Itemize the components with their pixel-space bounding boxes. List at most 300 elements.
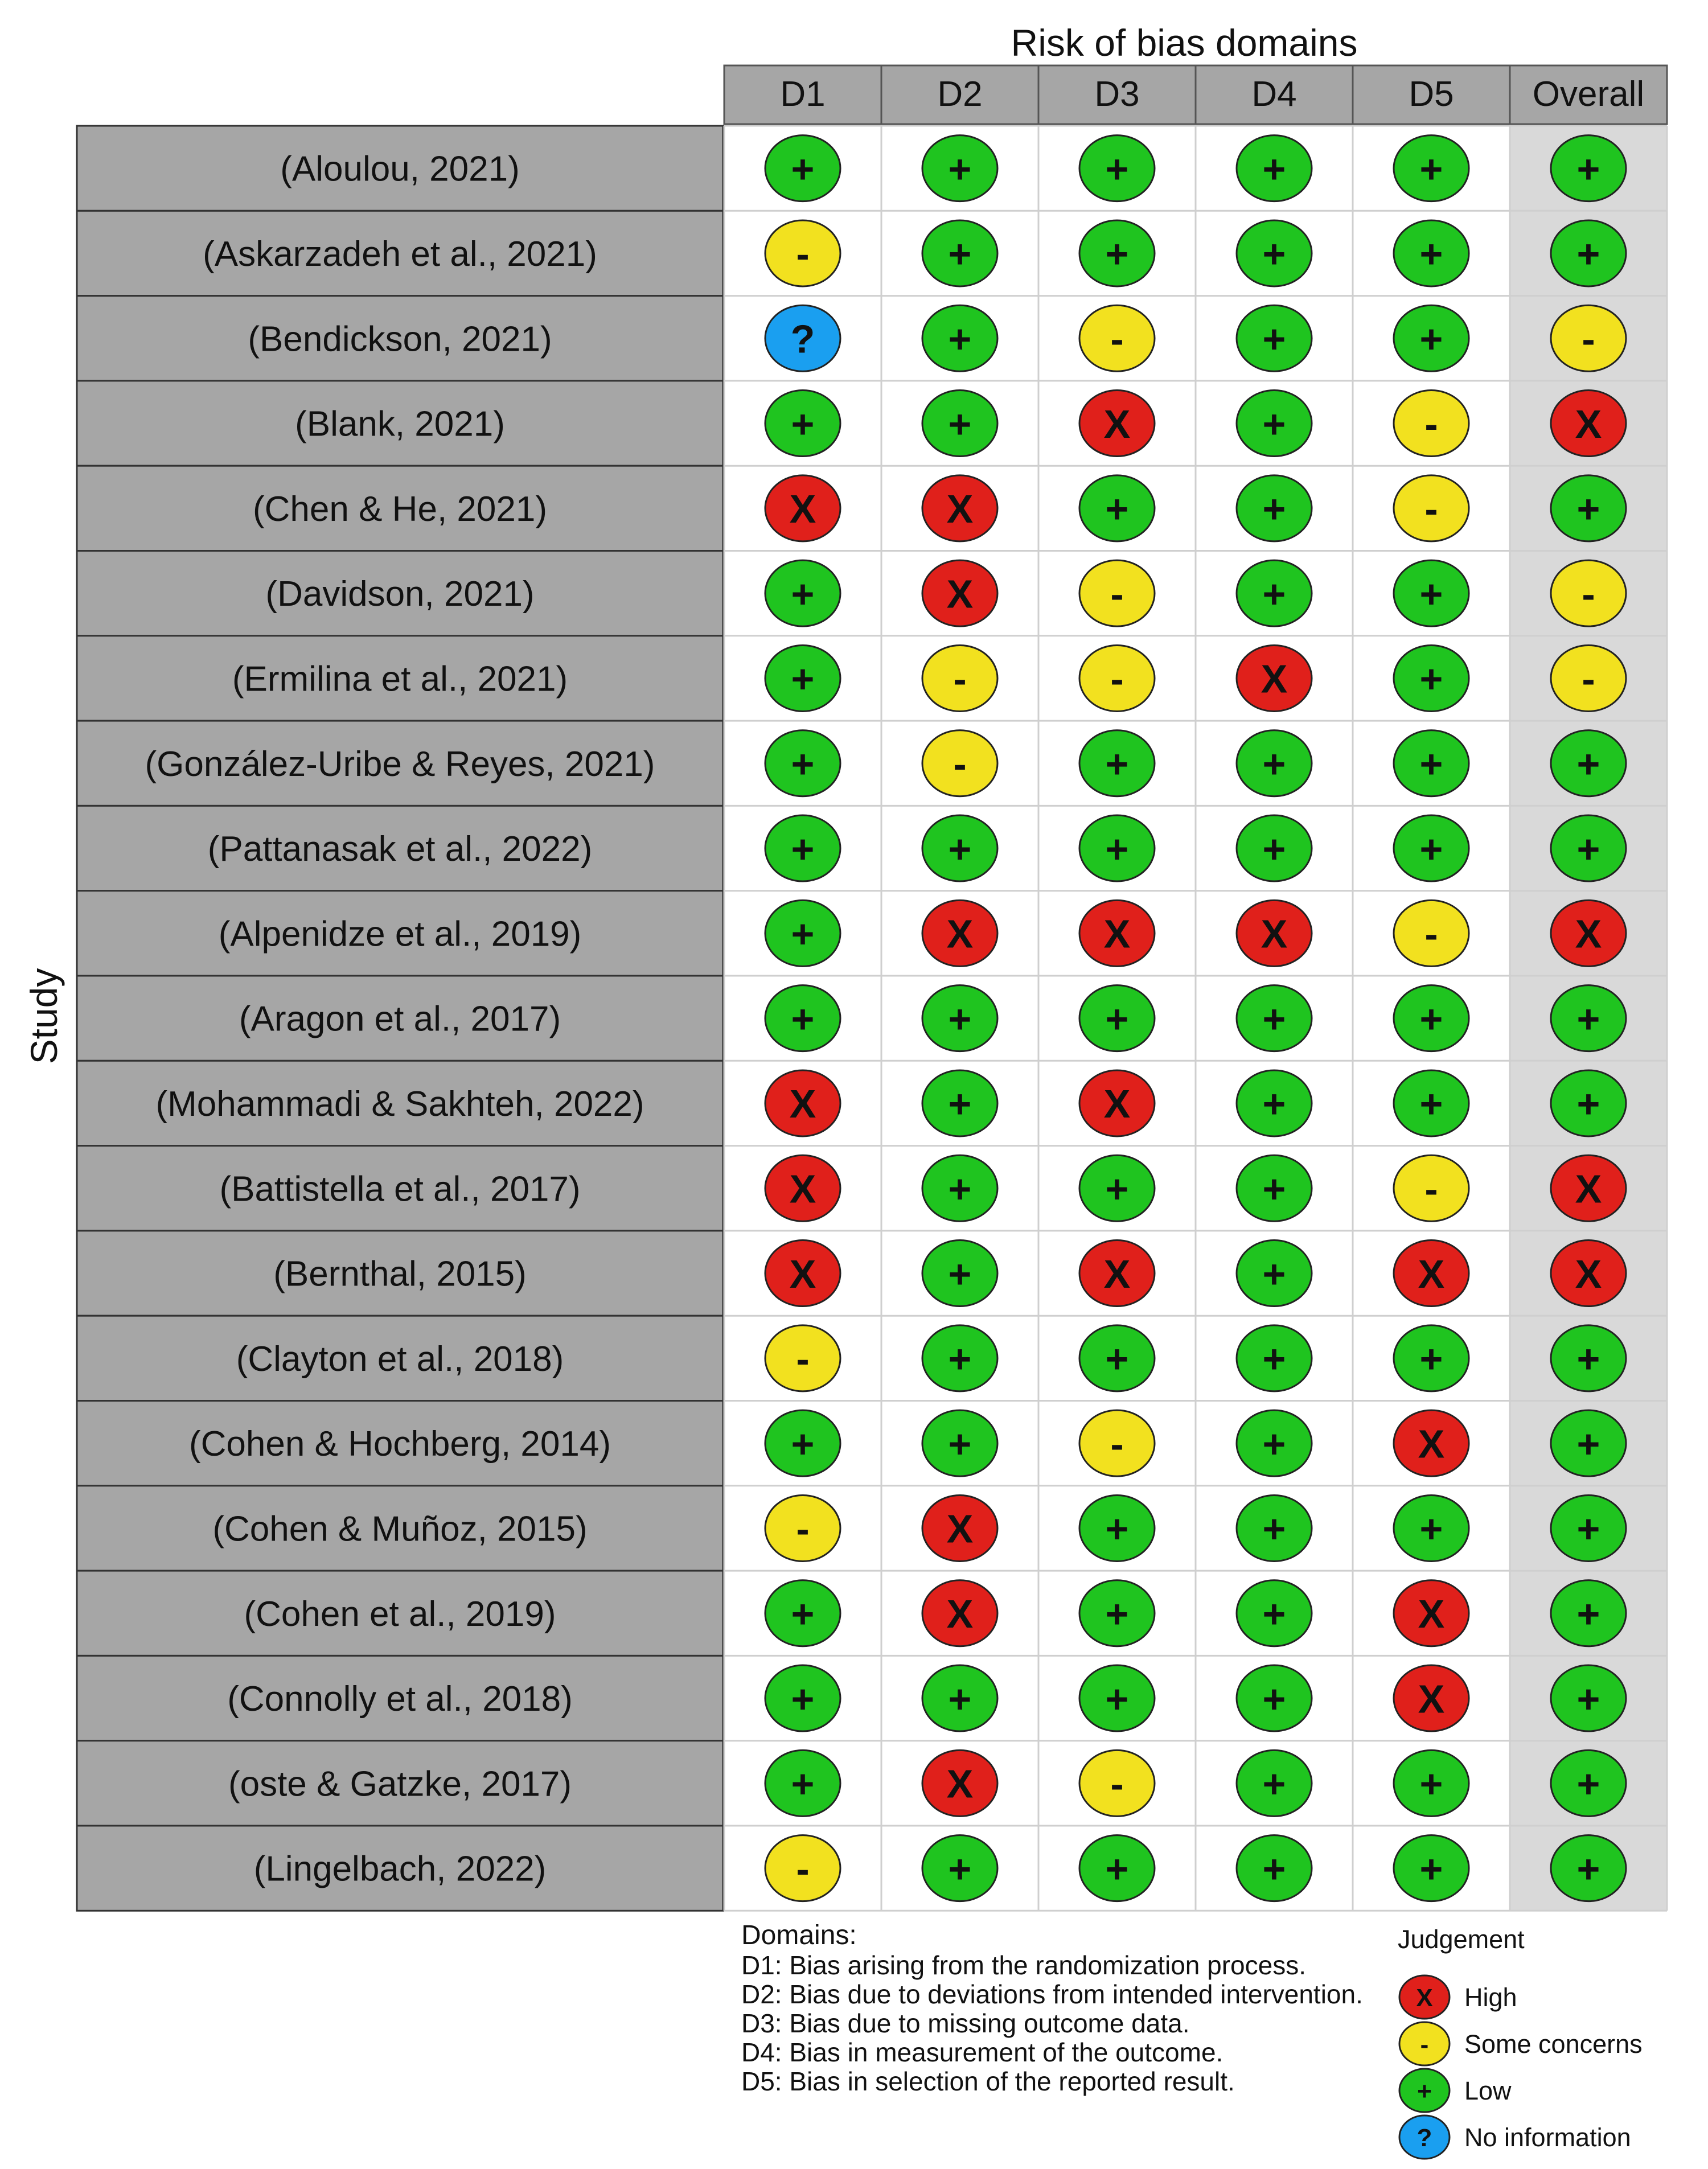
- domain-header-label: Overall: [1532, 75, 1645, 114]
- svg-text:+: +: [948, 146, 972, 191]
- judgement-cell-x-icon: [922, 1495, 997, 1561]
- judgement-cell-plus-icon: [1551, 1665, 1626, 1731]
- domains-legend-title: Domains:: [741, 1920, 857, 1950]
- judgement-cell-plus-icon: [1394, 135, 1469, 202]
- svg-text:+: +: [1105, 996, 1129, 1041]
- judgement-cell-plus-icon: [1237, 1750, 1312, 1816]
- judgement-cell-plus-icon: [1551, 1835, 1626, 1901]
- svg-text:-: -: [1110, 572, 1124, 617]
- study-row-alpenidze-et-al-2019: [77, 891, 723, 976]
- judgement-cell-x-icon: [1237, 900, 1312, 966]
- svg-text:+: +: [948, 1422, 972, 1466]
- svg-text:X: X: [1418, 1422, 1445, 1466]
- study-row-aloulou-2021: [77, 126, 723, 211]
- study-label: (Askarzadeh et al., 2021): [203, 234, 597, 274]
- study-row-davidson-2021: [77, 551, 723, 636]
- judgement-cell-x-icon: [1079, 1240, 1155, 1307]
- judgement-cell-plus-icon: [765, 985, 840, 1051]
- judgement-cell-plus-icon: [922, 1155, 997, 1221]
- study-label: (González-Uribe & Reyes, 2021): [145, 744, 655, 784]
- svg-text:+: +: [791, 741, 815, 786]
- judgement-cell-plus-icon: [1079, 475, 1155, 541]
- judgement-cell-minus-icon: [1551, 305, 1626, 371]
- study-row-cohen-et-al-2019: [77, 1571, 723, 1655]
- svg-text:X: X: [1416, 1983, 1433, 2012]
- judgement-cell-plus-icon: [922, 220, 997, 286]
- judgement-cell-minus-icon: [765, 1325, 840, 1391]
- study-label: (Cohen et al., 2019): [244, 1594, 556, 1634]
- legend-x-icon: [1399, 1975, 1450, 2019]
- judgement-cell-plus-icon: [765, 645, 840, 711]
- judgement-cell-minus-icon: [1079, 645, 1155, 711]
- study-label: (oste & Gatzke, 2017): [228, 1764, 572, 1804]
- domain-header-d5: [1353, 65, 1510, 124]
- judgement-cell-x-icon: [1079, 900, 1155, 966]
- study-row-gonzalez-uribe-reyes-2021: [77, 721, 723, 806]
- svg-text:+: +: [1262, 1166, 1286, 1211]
- judgement-cell-minus-icon: [765, 1835, 840, 1901]
- judgement-cell-plus-icon: [1394, 305, 1469, 371]
- judgement-cell-plus-icon: [1551, 1070, 1626, 1136]
- svg-text:X: X: [1575, 1251, 1602, 1296]
- svg-text:+: +: [948, 232, 972, 277]
- judgement-cell-question-icon: [765, 305, 840, 371]
- judgement-cell-x-icon: [1551, 900, 1626, 966]
- svg-text:+: +: [1262, 487, 1286, 532]
- judgement-cell-plus-icon: [765, 391, 840, 457]
- svg-text:+: +: [1262, 1761, 1286, 1806]
- judgement-cell-plus-icon: [765, 135, 840, 202]
- svg-text:+: +: [1576, 1337, 1600, 1382]
- study-label: (Ermilina et al., 2021): [232, 659, 568, 699]
- svg-text:+: +: [1105, 741, 1129, 786]
- study-row-bernthal-2015: [77, 1231, 723, 1316]
- svg-text:X: X: [1103, 401, 1131, 446]
- judgement-cell-plus-icon: [922, 305, 997, 371]
- judgement-cell-plus-icon: [922, 1070, 997, 1136]
- svg-text:+: +: [1576, 996, 1600, 1041]
- study-row-ermilina-et-al-2021: [77, 636, 723, 721]
- legend-item-some-concerns: [1399, 2022, 1643, 2065]
- domain-header-label: D3: [1094, 75, 1140, 114]
- judgement-cell-minus-icon: [1551, 560, 1626, 626]
- svg-text:+: +: [1576, 1591, 1600, 1636]
- svg-text:+: +: [948, 401, 972, 446]
- judgement-cell-plus-icon: [1237, 475, 1312, 541]
- svg-text:-: -: [796, 1846, 810, 1891]
- domain-header-overall: [1510, 65, 1667, 124]
- study-row-mohammadi-sakhteh-2022: [77, 1061, 723, 1145]
- judgement-cell-plus-icon: [1551, 985, 1626, 1051]
- study-label: (Bernthal, 2015): [273, 1254, 527, 1294]
- judgement-cell-plus-icon: [922, 391, 997, 457]
- judgement-cell-x-icon: [1551, 391, 1626, 457]
- svg-text:-: -: [953, 741, 967, 786]
- svg-text:+: +: [1419, 1082, 1443, 1127]
- judgement-cell-plus-icon: [1079, 1325, 1155, 1391]
- judgement-legend-title: Judgement: [1398, 1925, 1525, 1954]
- svg-text:?: ?: [790, 317, 815, 362]
- svg-text:+: +: [1576, 1422, 1600, 1466]
- svg-text:+: +: [1419, 1846, 1443, 1891]
- svg-text:+: +: [1576, 827, 1600, 872]
- judgement-cell-plus-icon: [1237, 560, 1312, 626]
- svg-text:+: +: [1262, 1337, 1286, 1382]
- study-label: (Chen & He, 2021): [253, 489, 547, 529]
- svg-text:+: +: [1419, 232, 1443, 277]
- judgement-cell-plus-icon: [1551, 1495, 1626, 1561]
- judgement-cell-plus-icon: [1394, 1495, 1469, 1561]
- svg-text:+: +: [1105, 487, 1129, 532]
- judgement-cell-plus-icon: [765, 1665, 840, 1731]
- svg-text:X: X: [789, 1166, 816, 1211]
- svg-text:+: +: [1105, 1591, 1129, 1636]
- judgement-cell-plus-icon: [1551, 135, 1626, 202]
- svg-text:+: +: [1105, 1166, 1129, 1211]
- svg-text:+: +: [791, 911, 815, 956]
- judgement-cell-minus-icon: [1079, 560, 1155, 626]
- svg-text:+: +: [1262, 1506, 1286, 1551]
- domain-header-label: D4: [1251, 75, 1297, 114]
- domain-header-d1: [724, 65, 881, 124]
- judgement-cell-minus-icon: [1394, 391, 1469, 457]
- judgement-cell-minus-icon: [1079, 305, 1155, 371]
- judgement-cell-plus-icon: [922, 135, 997, 202]
- judgement-cell-x-icon: [1551, 1155, 1626, 1221]
- judgement-grid: [724, 126, 1667, 1911]
- domain-header-d3: [1038, 65, 1196, 124]
- study-label: (Battistella et al., 2017): [219, 1169, 581, 1209]
- judgement-cell-minus-icon: [922, 645, 997, 711]
- judgement-cell-plus-icon: [1237, 1325, 1312, 1391]
- svg-text:+: +: [791, 146, 815, 191]
- svg-text:+: +: [1262, 1082, 1286, 1127]
- svg-text:-: -: [1424, 1166, 1438, 1211]
- judgement-cell-x-icon: [765, 1070, 840, 1136]
- svg-text:+: +: [1262, 741, 1286, 786]
- judgement-cell-x-icon: [1079, 391, 1155, 457]
- judgement-cell-plus-icon: [1394, 815, 1469, 881]
- domain-header-row: [724, 65, 1667, 124]
- legend-label: Some concerns: [1464, 2030, 1643, 2059]
- judgement-cell-plus-icon: [1079, 135, 1155, 202]
- legend-item-no-information: [1399, 2115, 1631, 2159]
- study-row-askarzadeh-et-al-2021: [77, 211, 723, 295]
- judgement-cell-minus-icon: [1394, 900, 1469, 966]
- judgement-cell-plus-icon: [1079, 1495, 1155, 1561]
- judgement-cell-plus-icon: [922, 815, 997, 881]
- svg-text:+: +: [1105, 1846, 1129, 1891]
- judgement-cell-minus-icon: [1551, 645, 1626, 711]
- judgement-cell-plus-icon: [1551, 1580, 1626, 1646]
- svg-text:X: X: [1575, 401, 1602, 446]
- svg-text:+: +: [1576, 487, 1600, 532]
- svg-text:+: +: [791, 1422, 815, 1466]
- svg-text:X: X: [946, 1761, 974, 1806]
- svg-text:+: +: [948, 1082, 972, 1127]
- svg-text:+: +: [1419, 1337, 1443, 1382]
- svg-text:+: +: [1262, 1422, 1286, 1466]
- judgement-cell-plus-icon: [1079, 1155, 1155, 1221]
- legend-minus-icon: [1399, 2022, 1450, 2065]
- judgement-cell-x-icon: [922, 560, 997, 626]
- legend-label: High: [1464, 1983, 1517, 2012]
- study-row-bendickson-2021: [77, 296, 723, 381]
- study-row-connolly-et-al-2018: [77, 1655, 723, 1740]
- judgement-cell-plus-icon: [1237, 1155, 1312, 1221]
- domain-definition-4: D4: Bias in measurement of the outcome.: [741, 2037, 1223, 2067]
- svg-text:+: +: [1262, 1846, 1286, 1891]
- judgement-cell-plus-icon: [765, 1410, 840, 1476]
- svg-text:+: +: [1419, 146, 1443, 191]
- svg-text:-: -: [1110, 1761, 1124, 1806]
- svg-text:-: -: [1424, 401, 1438, 446]
- judgement-cell-plus-icon: [1237, 730, 1312, 796]
- judgement-cell-x-icon: [1394, 1410, 1469, 1476]
- svg-text:X: X: [789, 1251, 816, 1296]
- study-label: (Cohen & Muñoz, 2015): [212, 1509, 588, 1549]
- svg-text:-: -: [1424, 487, 1438, 532]
- study-label: (Connolly et al., 2018): [227, 1679, 573, 1719]
- judgement-cell-plus-icon: [1237, 1410, 1312, 1476]
- judgement-cell-x-icon: [922, 900, 997, 966]
- svg-text:+: +: [1262, 1591, 1286, 1636]
- study-label: (Mohammadi & Sakhteh, 2022): [155, 1084, 644, 1124]
- judgement-cell-minus-icon: [922, 730, 997, 796]
- judgement-cell-x-icon: [765, 1240, 840, 1307]
- judgement-cell-x-icon: [765, 1155, 840, 1221]
- judgement-cell-plus-icon: [1237, 220, 1312, 286]
- svg-text:+: +: [1576, 146, 1600, 191]
- svg-text:+: +: [1262, 146, 1286, 191]
- judgement-cell-plus-icon: [765, 1750, 840, 1816]
- domain-definition-5: D5: Bias in selection of the reported result.: [741, 2067, 1235, 2096]
- svg-text:+: +: [1105, 146, 1129, 191]
- judgement-cell-plus-icon: [922, 1240, 997, 1307]
- judgement-cell-plus-icon: [1237, 1835, 1312, 1901]
- svg-text:+: +: [1105, 827, 1129, 872]
- judgement-cell-minus-icon: [1079, 1410, 1155, 1476]
- svg-text:X: X: [1575, 1166, 1602, 1211]
- svg-text:+: +: [1419, 317, 1443, 362]
- study-label: (Aragon et al., 2017): [239, 999, 561, 1039]
- study-row-chen-he-2021: [77, 466, 723, 551]
- svg-text:+: +: [1419, 1506, 1443, 1551]
- judgement-cell-plus-icon: [1237, 1665, 1312, 1731]
- svg-text:+: +: [1262, 1677, 1286, 1722]
- study-row-blank-2021: [77, 381, 723, 466]
- svg-text:+: +: [1262, 827, 1286, 872]
- svg-text:+: +: [948, 827, 972, 872]
- judgement-cell-plus-icon: [922, 1835, 997, 1901]
- judgement-cell-plus-icon: [1079, 985, 1155, 1051]
- svg-text:+: +: [1419, 996, 1443, 1041]
- study-row-cohen-hochberg-2014: [77, 1401, 723, 1486]
- study-row-aragon-et-al-2017: [77, 976, 723, 1061]
- y-axis-label: Study: [23, 968, 65, 1065]
- judgement-cell-plus-icon: [765, 815, 840, 881]
- svg-text:+: +: [1105, 1506, 1129, 1551]
- svg-text:+: +: [1576, 232, 1600, 277]
- svg-text:-: -: [1110, 317, 1124, 362]
- legend-label: No information: [1464, 2123, 1631, 2152]
- judgement-cell-plus-icon: [765, 1580, 840, 1646]
- judgement-cell-plus-icon: [1237, 1580, 1312, 1646]
- svg-text:+: +: [948, 1166, 972, 1211]
- svg-text:+: +: [791, 1761, 815, 1806]
- study-row-cohen-munoz-2015: [77, 1486, 723, 1571]
- svg-text:+: +: [1262, 232, 1286, 277]
- svg-text:X: X: [789, 487, 816, 532]
- legend-item-low: [1399, 2069, 1512, 2112]
- judgement-cell-x-icon: [1237, 645, 1312, 711]
- study-row-clayton-et-al-2018: [77, 1316, 723, 1400]
- judgement-cell-plus-icon: [1551, 815, 1626, 881]
- svg-text:+: +: [948, 1677, 972, 1722]
- svg-text:+: +: [1576, 1506, 1600, 1551]
- svg-text:-: -: [796, 232, 810, 277]
- study-label: (Lingelbach, 2022): [253, 1849, 547, 1889]
- svg-text:+: +: [1417, 2077, 1432, 2105]
- judgement-cell-plus-icon: [765, 900, 840, 966]
- judgement-cell-plus-icon: [765, 560, 840, 626]
- judgement-cell-plus-icon: [1079, 730, 1155, 796]
- domains-legend: [741, 1920, 1363, 2096]
- svg-text:-: -: [1582, 656, 1595, 701]
- svg-text:X: X: [1418, 1251, 1445, 1296]
- judgement-cell-x-icon: [1079, 1070, 1155, 1136]
- svg-text:+: +: [1419, 656, 1443, 701]
- study-label: (Pattanasak et al., 2022): [207, 829, 593, 869]
- study-label: (Alpenidze et al., 2019): [218, 914, 582, 954]
- judgement-cell-plus-icon: [1079, 815, 1155, 881]
- svg-text:+: +: [1262, 572, 1286, 617]
- svg-text:+: +: [1262, 1251, 1286, 1296]
- svg-text:-: -: [1110, 656, 1124, 701]
- judgement-cell-x-icon: [1394, 1240, 1469, 1307]
- judgement-cell-plus-icon: [1394, 1325, 1469, 1391]
- svg-text:+: +: [1419, 741, 1443, 786]
- svg-text:X: X: [946, 1506, 974, 1551]
- svg-text:X: X: [1261, 911, 1288, 956]
- legend-question-icon: [1399, 2115, 1450, 2159]
- study-row-pattanasak-et-al-2022: [77, 806, 723, 890]
- judgement-cell-plus-icon: [1394, 560, 1469, 626]
- svg-text:+: +: [791, 996, 815, 1041]
- judgement-cell-plus-icon: [1394, 1750, 1469, 1816]
- judgement-cell-minus-icon: [1079, 1750, 1155, 1816]
- judgement-cell-minus-icon: [765, 220, 840, 286]
- judgement-cell-plus-icon: [922, 985, 997, 1051]
- judgement-cell-plus-icon: [1394, 220, 1469, 286]
- study-label: (Blank, 2021): [295, 404, 505, 444]
- svg-text:+: +: [791, 827, 815, 872]
- judgement-cell-minus-icon: [1394, 475, 1469, 541]
- judgement-cell-plus-icon: [1551, 220, 1626, 286]
- svg-text:+: +: [791, 401, 815, 446]
- judgement-cell-plus-icon: [922, 1325, 997, 1391]
- svg-text:X: X: [946, 487, 974, 532]
- study-row-battistella-et-al-2017: [77, 1146, 723, 1231]
- judgement-cell-plus-icon: [922, 1410, 997, 1476]
- judgement-cell-x-icon: [765, 475, 840, 541]
- svg-text:X: X: [1103, 1251, 1131, 1296]
- judgement-cell-plus-icon: [1079, 1665, 1155, 1731]
- judgement-cell-plus-icon: [1237, 1495, 1312, 1561]
- svg-text:+: +: [1105, 1337, 1129, 1382]
- svg-text:+: +: [948, 996, 972, 1041]
- domain-header-label: D2: [937, 75, 983, 114]
- domain-definition-2: D2: Bias due to deviations from intended intervention.: [741, 1979, 1363, 2009]
- study-row-lingelbach-2022: [77, 1826, 723, 1911]
- svg-text:X: X: [1103, 911, 1131, 956]
- svg-text:X: X: [1418, 1677, 1445, 1722]
- svg-text:-: -: [796, 1506, 810, 1551]
- judgement-cell-plus-icon: [1394, 985, 1469, 1051]
- svg-text:?: ?: [1417, 2123, 1432, 2152]
- judgement-cell-plus-icon: [1551, 475, 1626, 541]
- svg-text:+: +: [1576, 1761, 1600, 1806]
- judgement-cell-plus-icon: [1237, 815, 1312, 881]
- judgement-cell-plus-icon: [1237, 985, 1312, 1051]
- judgement-cell-plus-icon: [1394, 1835, 1469, 1901]
- legend-label: Low: [1464, 2076, 1512, 2105]
- judgement-cell-minus-icon: [1394, 1155, 1469, 1221]
- svg-text:+: +: [1262, 996, 1286, 1041]
- svg-text:+: +: [1576, 741, 1600, 786]
- judgement-cell-x-icon: [1394, 1665, 1469, 1731]
- svg-text:+: +: [791, 656, 815, 701]
- svg-text:+: +: [1105, 1677, 1129, 1722]
- chart-title: Risk of bias domains: [1011, 22, 1358, 64]
- svg-text:X: X: [789, 1082, 816, 1127]
- svg-text:-: -: [796, 1337, 810, 1382]
- legend-plus-icon: [1399, 2069, 1450, 2112]
- svg-text:X: X: [1261, 656, 1288, 701]
- svg-text:+: +: [948, 1337, 972, 1382]
- study-label: (Davidson, 2021): [265, 574, 535, 614]
- svg-text:+: +: [1576, 1082, 1600, 1127]
- legend-item-high: [1399, 1975, 1517, 2019]
- svg-text:+: +: [948, 317, 972, 362]
- svg-text:+: +: [791, 572, 815, 617]
- judgement-cell-plus-icon: [1551, 1325, 1626, 1391]
- svg-text:+: +: [1576, 1846, 1600, 1891]
- study-label: (Cohen & Hochberg, 2014): [188, 1424, 611, 1464]
- judgement-cell-plus-icon: [1079, 220, 1155, 286]
- judgement-cell-x-icon: [922, 1750, 997, 1816]
- judgement-cell-plus-icon: [1079, 1580, 1155, 1646]
- svg-text:+: +: [1262, 317, 1286, 362]
- svg-text:X: X: [946, 1591, 974, 1636]
- svg-text:-: -: [1582, 572, 1595, 617]
- svg-text:X: X: [1103, 1082, 1131, 1127]
- domain-definition-3: D3: Bias due to missing outcome data.: [741, 2008, 1190, 2038]
- judgement-cell-x-icon: [922, 475, 997, 541]
- svg-text:X: X: [1575, 911, 1602, 956]
- svg-text:-: -: [1424, 911, 1438, 956]
- svg-text:X: X: [946, 911, 974, 956]
- judgement-cell-plus-icon: [1551, 730, 1626, 796]
- judgement-cell-minus-icon: [765, 1495, 840, 1561]
- study-label-column: [77, 126, 723, 1911]
- judgement-cell-plus-icon: [1551, 1750, 1626, 1816]
- svg-text:+: +: [948, 1846, 972, 1891]
- svg-text:+: +: [1262, 401, 1286, 446]
- judgement-legend: [1398, 1925, 1643, 2159]
- domain-header-d4: [1196, 65, 1353, 124]
- svg-text:-: -: [953, 656, 967, 701]
